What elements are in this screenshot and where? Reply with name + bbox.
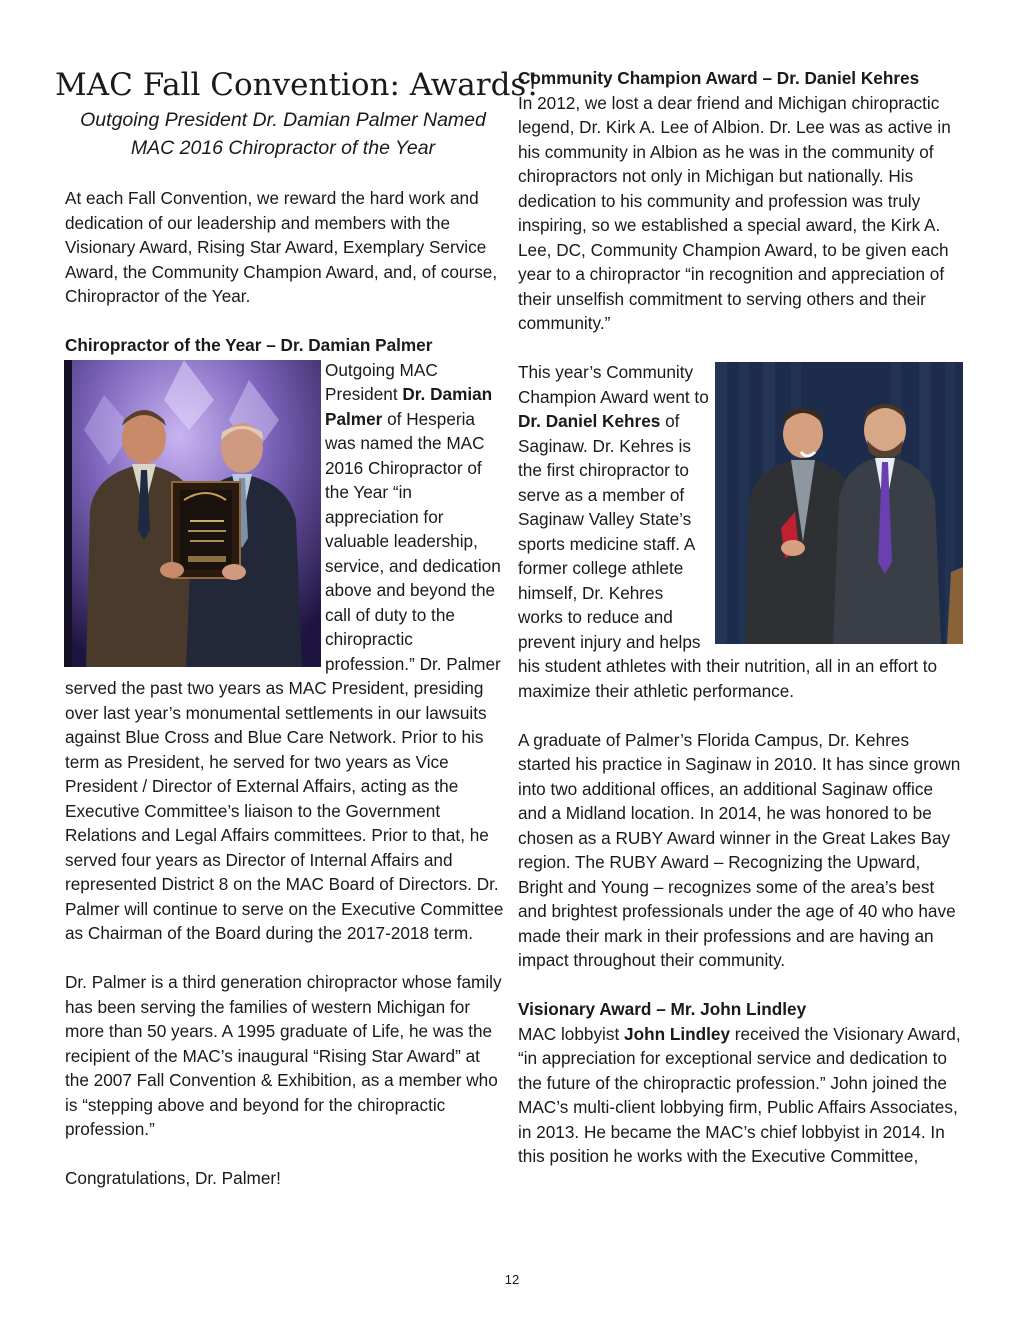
cca-paragraph-1: In 2012, we lost a dear friend and Michigan chiropractic legend, Dr. Kirk A. Lee of Albion. Dr. Lee was as active in his community in Albion as he was in the community of chiropractors not only in Michigan but nationally. His dedication to his community and profession was truly inspiring, so we established a special award, the Kirk A. Lee, DC, Community Champion Award, to be given each year to a chiropractor “in recognition and appreciation of their unselfish commitment to serving others and their community.” bbox=[518, 92, 951, 333]
kehres-award-photo bbox=[715, 362, 963, 644]
palmer-award-photo bbox=[64, 360, 321, 667]
page-title: MAC Fall Convention: Awards! bbox=[55, 67, 539, 103]
coy-p1-text-b: of Hesperia was named the MAC 2016 Chiropractor of the Year “in appreciation for valuable leadership, service, and dedication above and beyond the call of duty to the chiropractic profession.” Dr. Palmer served the past two years as MAC President, presiding over last year’s monumental settlements in our lawsuits against Blue Cross and Blue Care Network. Prior to his term as President, he served for two years as Vice President / Director of External Affairs, acting as the Executive Committee’s liaison to the Government Relations and Legal Affairs committees. Prior to that, he served four years as Director of Internal Affairs and represented District 8 on the MAC Board of Directors. Dr. Palmer will continue to serve on the Executive Committee as Chairman of the Board during the 2017-2018 term. bbox=[65, 408, 504, 943]
right-column bbox=[518, 66, 963, 1169]
cca-p2-text-a: This year’s Community Champion Award went to bbox=[518, 362, 709, 407]
subtitle-line-1: Outgoing President Dr. Damian Palmer Named bbox=[80, 109, 486, 131]
page-number: 12 bbox=[504, 1272, 520, 1287]
va-p1-text-a: MAC lobbyist bbox=[518, 1023, 625, 1044]
page-subtitle bbox=[51, 106, 515, 162]
cca-paragraph-3: A graduate of Palmer’s Florida Campus, Dr. Kehres started his practice in Saginaw in 2010. It has since grown into two additional offices, an additional Saginaw office and a Midland location. In 2014, he was honored to be chosen as a RUBY Award winner in the Great Lakes Bay region. The RUBY Award – Recognizing the Upward, Bright and Young – recognizes some of the area’s best and brightest professionals under the age of 40 who have made their mark in their professions and are having an impact throughout their community. bbox=[518, 729, 961, 970]
coy-heading: Chiropractor of the Year – Dr. Damian Palmer bbox=[65, 335, 433, 355]
va-p1-text-b: received the Visionary Award, “in appreciation for exceptional service and dedication to the future of the chiropractic profession.” John joined the MAC’s multi-client lobbying firm, Public Affairs Associates, in 2013. He became the MAC’s chief lobbyist in 2014. In this position he works with the Executive Committee, bbox=[518, 1023, 961, 1166]
va-p1-name: John Lindley bbox=[624, 1023, 731, 1044]
coy-paragraph-3: Congratulations, Dr. Palmer! bbox=[65, 1168, 281, 1188]
left-column bbox=[55, 66, 539, 1191]
kehres-award-photo-image bbox=[715, 362, 963, 644]
cca-heading: Community Champion Award – Dr. Daniel Kehres bbox=[518, 68, 920, 88]
coy-p1-text-a: Outgoing MAC President bbox=[325, 359, 438, 404]
intro-paragraph: At each Fall Convention, we reward the hard work and dedication of our leadership and members with the Visionary Award, Rising Star Award, Exemplary Service Award, the Community Champion Award, and, of course, Chiropractor of the Year. bbox=[65, 188, 498, 306]
va-heading: Visionary Award – Mr. John Lindley bbox=[518, 999, 807, 1019]
coy-p1-name: Dr. Damian Palmer bbox=[325, 384, 493, 429]
coy-paragraph-2: Dr. Palmer is a third generation chiropractor whose family has been serving the families of western Michigan for more than 50 years. A 1995 graduate of Life, he was the recipient of the MAC’s inaugural “Rising Star Award” at the 2007 Fall Convention & Exhibition, as a member who is “stepping above and beyond for the chiropractic profession.” bbox=[65, 972, 502, 1139]
palmer-award-photo-image bbox=[64, 360, 321, 667]
cca-p2-name: Dr. Daniel Kehres bbox=[518, 411, 661, 431]
subtitle-line-2: MAC 2016 Chiropractor of the Year bbox=[130, 137, 436, 159]
cca-p2-text-b: of Saginaw. Dr. Kehres is the first chiropractor to serve as a member of Saginaw Valley State’s sports medicine staff. A former college athlete himself, Dr. Kehres works to reduce and prevent injury and helps his student athletes with their nutrition, all in an effort to maximize their athletic performance. bbox=[518, 411, 938, 701]
va-paragraph-1 bbox=[518, 1022, 963, 1169]
